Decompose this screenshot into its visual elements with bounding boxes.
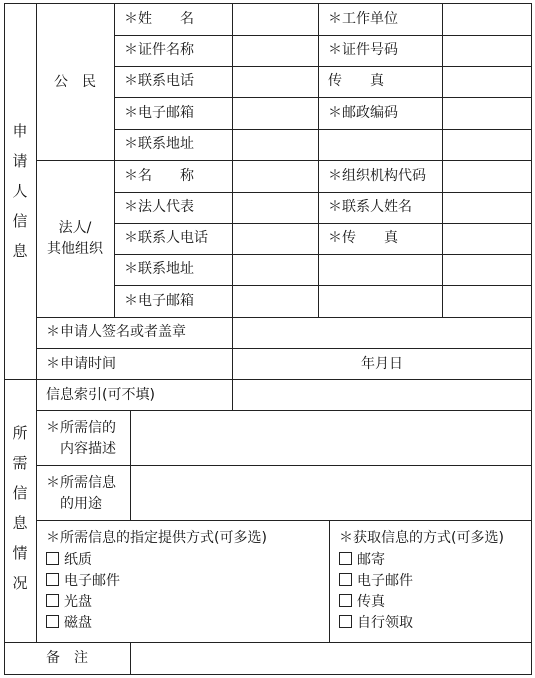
- row-line: [36, 520, 532, 521]
- row-line: [114, 35, 532, 36]
- obtain-option-email[interactable]: 电子邮件: [339, 571, 413, 592]
- content-desc-label-line1: ＊所需信的: [46, 420, 116, 436]
- provide-method-title: ＊所需信息的指定提供方式(可多选): [46, 530, 267, 546]
- section-line: [4, 642, 532, 643]
- org-label-line1: 法人/: [58, 220, 92, 236]
- table-border-left: [4, 3, 5, 675]
- provide-option-disk[interactable]: 磁盘: [46, 613, 92, 634]
- info-section-label: 所 需 信 息 情 况: [12, 424, 28, 592]
- obtain-option-fax[interactable]: 传真: [339, 592, 385, 613]
- checkbox[interactable]: [46, 573, 59, 586]
- org-code-label: ＊组织机构代码: [328, 168, 426, 184]
- org-contact-phone-label: ＊联系人电话: [124, 230, 208, 246]
- citizen-postcode-label: ＊邮政编码: [328, 105, 398, 121]
- usage-label-line2: 的用途: [60, 496, 102, 512]
- obtain-option-mail[interactable]: 邮寄: [339, 550, 385, 571]
- obtain-method-title: ＊获取信息的方式(可多选): [339, 530, 504, 546]
- row-line: [36, 465, 532, 466]
- apply-time-label: ＊申请时间: [46, 356, 116, 372]
- row-line: [114, 285, 532, 286]
- citizen-label: 公 民: [54, 74, 96, 90]
- citizen-name-label: ＊姓 名: [124, 11, 194, 27]
- org-legal-rep-label: ＊法人代表: [124, 199, 194, 215]
- row-line: [114, 66, 532, 67]
- row-line: [114, 129, 532, 130]
- checkbox[interactable]: [339, 573, 352, 586]
- org-email-label: ＊电子邮箱: [124, 293, 194, 309]
- citizen-phone-label: ＊联系电话: [124, 73, 194, 89]
- checkbox[interactable]: [46, 594, 59, 607]
- usage-label-line1: ＊所需信息: [46, 475, 116, 491]
- table-border-right: [531, 3, 532, 675]
- row-line: [36, 410, 532, 411]
- checkbox[interactable]: [46, 552, 59, 565]
- content-desc-label-line2: 内容描述: [60, 441, 116, 457]
- row-line: [114, 192, 532, 193]
- checkbox[interactable]: [339, 552, 352, 565]
- applicant-section-label: 申 请 人 信 息: [12, 122, 28, 260]
- org-contact-name-label: ＊联系人姓名: [328, 199, 412, 215]
- checkbox[interactable]: [339, 615, 352, 628]
- obtain-option-pickup[interactable]: 自行领取: [339, 613, 413, 634]
- remarks-col-divider: [130, 642, 131, 675]
- org-address-label: ＊联系地址: [124, 261, 194, 277]
- section-divider: [36, 3, 37, 642]
- table-border-bottom: [4, 674, 532, 675]
- citizen-id-number-label: ＊证件号码: [328, 42, 398, 58]
- row-line: [114, 254, 532, 255]
- provide-option-email[interactable]: 电子邮件: [46, 571, 120, 592]
- remarks-label: 备 注: [46, 650, 88, 666]
- citizen-work-unit-label: ＊工作单位: [328, 11, 398, 27]
- org-name-label: ＊名 称: [124, 168, 194, 184]
- group-line: [36, 317, 532, 318]
- citizen-email-label: ＊电子邮箱: [124, 105, 194, 121]
- row-line: [114, 97, 532, 98]
- row-line: [36, 348, 532, 349]
- checkbox[interactable]: [339, 594, 352, 607]
- method-col-divider: [329, 520, 330, 642]
- citizen-fax-label: 传 真: [328, 73, 384, 89]
- org-label-line2: 其他组织: [47, 241, 103, 257]
- row-line: [114, 223, 532, 224]
- date-placeholder: 年月日: [361, 356, 403, 372]
- table-border-top: [4, 3, 532, 4]
- provide-option-cd[interactable]: 光盘: [46, 592, 92, 613]
- org-fax-label: ＊传 真: [328, 230, 398, 246]
- citizen-address-label: ＊联系地址: [124, 136, 194, 152]
- info-index-label: 信息索引(可不填): [46, 387, 155, 403]
- checkbox[interactable]: [46, 615, 59, 628]
- citizen-id-type-label: ＊证件名称: [124, 42, 194, 58]
- provide-option-paper[interactable]: 纸质: [46, 550, 92, 571]
- group-line: [36, 160, 532, 161]
- signature-label: ＊申请人签名或者盖章: [46, 324, 186, 340]
- section-line: [4, 379, 532, 380]
